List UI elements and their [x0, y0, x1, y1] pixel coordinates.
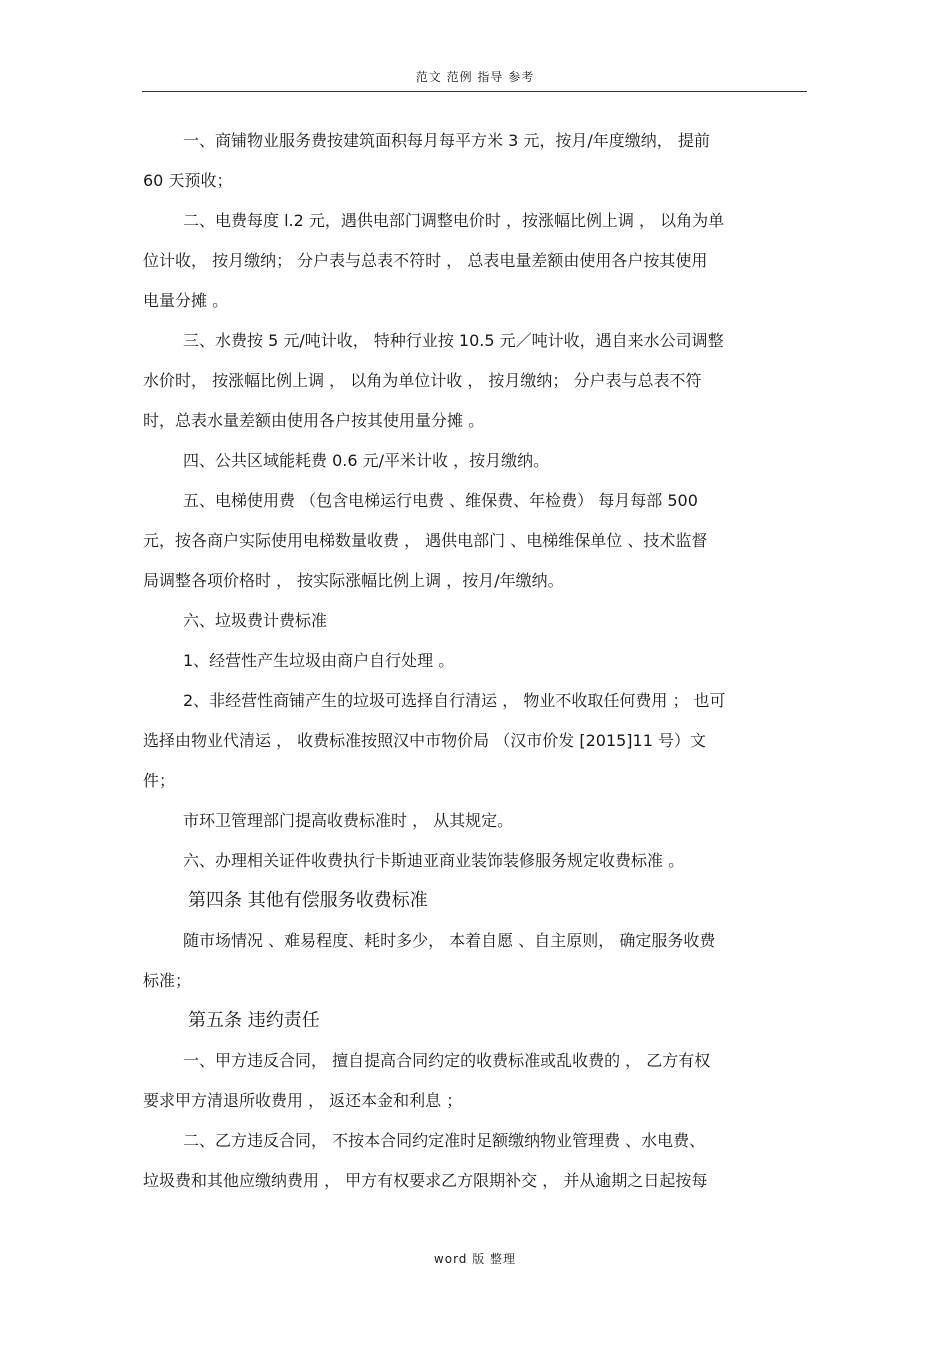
text-line: 市环卫管理部门提高收费标准时 ， 从其规定。 [183, 811, 514, 830]
text-line: 随市场情况 、难易程度、耗时多少， 本着自愿 、自主原则， 确定服务收费 [183, 931, 716, 950]
page-header: 范文 范例 指导 参考 [415, 70, 535, 84]
header-divider [142, 91, 807, 92]
text-line: 2、非经营性商铺产生的垃圾可选择自行清运 ， 物业不收取任何费用 ； 也可 [183, 691, 726, 710]
text-line: 局调整各项价格时 ， 按实际涨幅比例上调 ，按月/年缴纳。 [143, 571, 564, 590]
text-line: 二、乙方违反合同， 不按本合同约定准时足额缴纳物业管理费 、水电费、 [183, 1131, 706, 1150]
text-line: 选择由物业代清运 ， 收费标准按照汉中市物价局 （汉市价发 [2015]11 号）文 [143, 731, 706, 750]
text-line: 三、水费按 5 元/吨计收， 特种行业按 10.5 元／吨计收，遇自来水公司调整 [183, 331, 724, 350]
text-line: 一、甲方违反合同， 擅自提高合同约定的收费标准或乱收费的 ， 乙方有权 [183, 1051, 711, 1070]
text-line: 要求甲方清退所收费用 ， 返还本金和利息 ； [143, 1091, 463, 1110]
text-line: 一、商铺物业服务费按建筑面积每月每平方米 3 元，按月/年度缴纳， 提前 [183, 131, 710, 150]
text-line: 六、垃圾费计费标准 [183, 611, 328, 630]
text-line: 位计收， 按月缴纳； 分户表与总表不符时 ， 总表电量差额由使用各户按其使用 [143, 251, 708, 270]
text-line: 六、办理相关证件收费执行卡斯迪亚商业装饰装修服务规定收费标准 。 [183, 851, 685, 870]
text-line: 二、电费每度 l.2 元，遇供电部门调整电价时 ，按涨幅比例上调 ， 以角为单 [183, 211, 725, 230]
text-line: 元，按各商户实际使用电梯数量收费 ， 遇供电部门 、电梯维保单位 、技术监督 [143, 531, 708, 550]
text-line: 电量分摊 。 [143, 291, 229, 310]
section-heading: 第五条 违约责任 [188, 1010, 320, 1031]
section-heading: 第四条 其他有偿服务收费标准 [188, 890, 428, 911]
document-body [143, 121, 807, 1201]
text-line: 时，总表水量差额由使用各户按其使用量分摊 。 [143, 411, 485, 430]
text-line: 水价时， 按涨幅比例上调 ， 以角为单位计收 ， 按月缴纳； 分户表与总表不符 [143, 371, 702, 390]
text-line: 五、电梯使用费 （包含电梯运行电费 、维保费、年检费） 每月每部 500 [183, 491, 698, 510]
text-line: 1、经营性产生垃圾由商户自行处理 。 [183, 651, 455, 670]
text-line: 标准； [143, 971, 192, 990]
text-line: 件； [143, 771, 176, 790]
text-line: 四、公共区域能耗费 0.6 元/平米计收 ，按月缴纳。 [183, 451, 550, 470]
text-line: 垃圾费和其他应缴纳费用 ， 甲方有权要求乙方限期补交 ， 并从逾期之日起按每 [143, 1171, 708, 1190]
page-footer: word 版 整理 [433, 1252, 517, 1266]
text-line: 60 天预收； [143, 171, 233, 190]
